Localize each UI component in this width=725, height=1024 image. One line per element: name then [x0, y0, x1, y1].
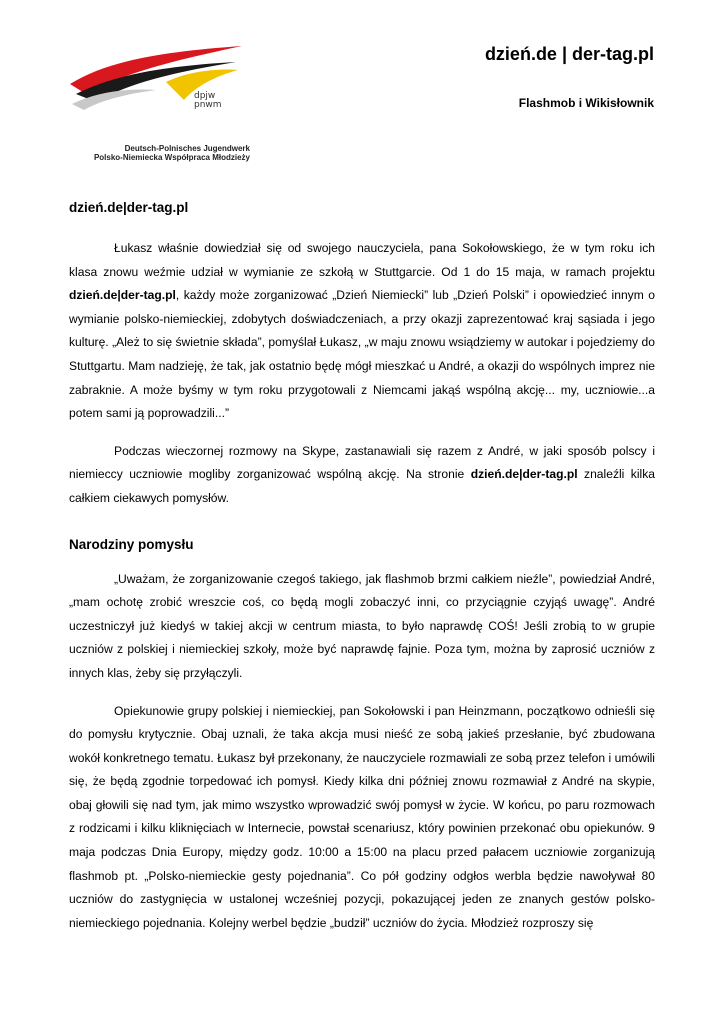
- document-body: [69, 198, 655, 949]
- paragraph-text: , każdy może zorganizować „Dzień Niemiecki” lub „Dzień Polski” i opowiedzieć innym o wymianie polsko-niemieckiej, zdobytych doświadczeniach, a przy okazji zaprezentować kraj sąsiada i jego kulturę. „Ależ to się świetnie składa”, pomyślał Łukasz, „w maju znowu wsiądziemy w autokar i pojedziemy do Stuttgartu. Mam nadzieję, że tak, jak ostatnio będę mógł mieszkać u André, a okazji do wspólnych imprez nie zabraknie. A może byśmy w tym roku przygotowali z Niemcami jakąś wspólną akcję... my, uczniowie...a potem sami ją poprowadzili...”: [69, 288, 655, 421]
- logo-org-de: Deutsch-Polnisches Jugendwerk: [124, 144, 250, 153]
- header-subtitle: Flashmob i Wikisłownik: [518, 96, 654, 110]
- header-title: dzień.de | der-tag.pl: [484, 44, 654, 64]
- logo-organization-name: [66, 144, 250, 162]
- section-heading-project: dzień.de|der-tag.pl: [69, 200, 189, 215]
- paragraph-skype: [69, 440, 655, 511]
- logo-abbreviation: [194, 92, 222, 110]
- section-heading-idea: Narodziny pomysłu: [69, 536, 194, 552]
- paragraph-text: Łukasz właśnie dowiedział się od swojego nauczyciela, pana Sokołowskiego, że w tym roku ich klasa znowu weźmie udział w wymianie ze szkołą w Stuttgarcie. Od 1 do 15 maja, w ramach projektu: [69, 241, 655, 279]
- logo-org-pl: Polsko-Niemiecka Współpraca Młodzieży: [93, 153, 250, 162]
- project-name-bold: dzień.de|der-tag.pl: [69, 288, 176, 303]
- paragraph-intro: [69, 237, 655, 426]
- logo-abbr-pl: pnwm: [194, 100, 222, 110]
- logo-abbr-de: dpjw: [194, 91, 216, 101]
- project-name-bold: dzień.de|der-tag.pl: [470, 467, 578, 482]
- paragraph-text: znaleźli kilka całkiem ciekawych pomysłów.: [69, 467, 655, 505]
- paragraph-teachers: Opiekunowie grupy polskiej i niemieckiej, pan Sokołowski i pan Heinzmann, początkowo odnieśli się do pomysłu krytycznie. Obaj uznali, że taka akcja musi nieść ze sobą jakieś przesłanie, być zbudowana wokół konkretnego tematu. Łukasz był przekonany, że nauczyciele rozmawiali ze sobą przez telefon i umówili się, że będą zgodnie torpedować ich pomysł. Kiedy kilka dni później znowu rozmawiał z André na skypie, obaj głowili się nad tym, jak mimo wszystko wprowadzić swój pomysł w życie. W końcu, po paru rozmowach z rodzicami i kilku kliknięciach w Internecie, powstał scenariusz, który powinien przekonać obu opiekunów. 9 maja podczas Dnia Europy, między godz. 10:00 a 15:00 na placu przed pałacem uczniowie zorganizują flashmob pt. „Polsko-niemieckie gesty pojednania”. Co pół godziny odgłos werbla będzie nawoływał 80 uczniów do zastygnięcia w ustalonej wcześniej pozycji, pokazującej jeden ze znanych gestów polsko-niemieckiego pojednania. Kolejny werbel będzie „budził” uczniów do życia. Młodzież rozproszy się: [69, 703, 655, 930]
- dpjw-logo: [66, 42, 250, 162]
- paragraph-andre: „Uważam, że zorganizowanie czegoś takiego, jak flashmob brzmi całkiem nieźle”, powiedział André, „mam ochotę zrobić wreszcie coś, co będą mogli zobaczyć inni, co przyciągnie czyjąś uwagę”. André uczestniczył już kiedyś w takiej akcji w centrum miasta, to było naprawdę COŚ! Jeśli zrobią to w grupie uczniów z polskiej i niemieckiej szkoły, może być naprawdę fajnie. Poza tym, można by zaprosić uczniów z innych klas, żeby się przyłączyli.: [69, 571, 655, 680]
- paragraph-text: Podczas wieczornej rozmowy na Skype, zastanawiali się razem z André, w jaki sposób polscy i niemieccy uczniowie mogliby zorganizować wspólną akcję. Na stronie: [69, 443, 655, 482]
